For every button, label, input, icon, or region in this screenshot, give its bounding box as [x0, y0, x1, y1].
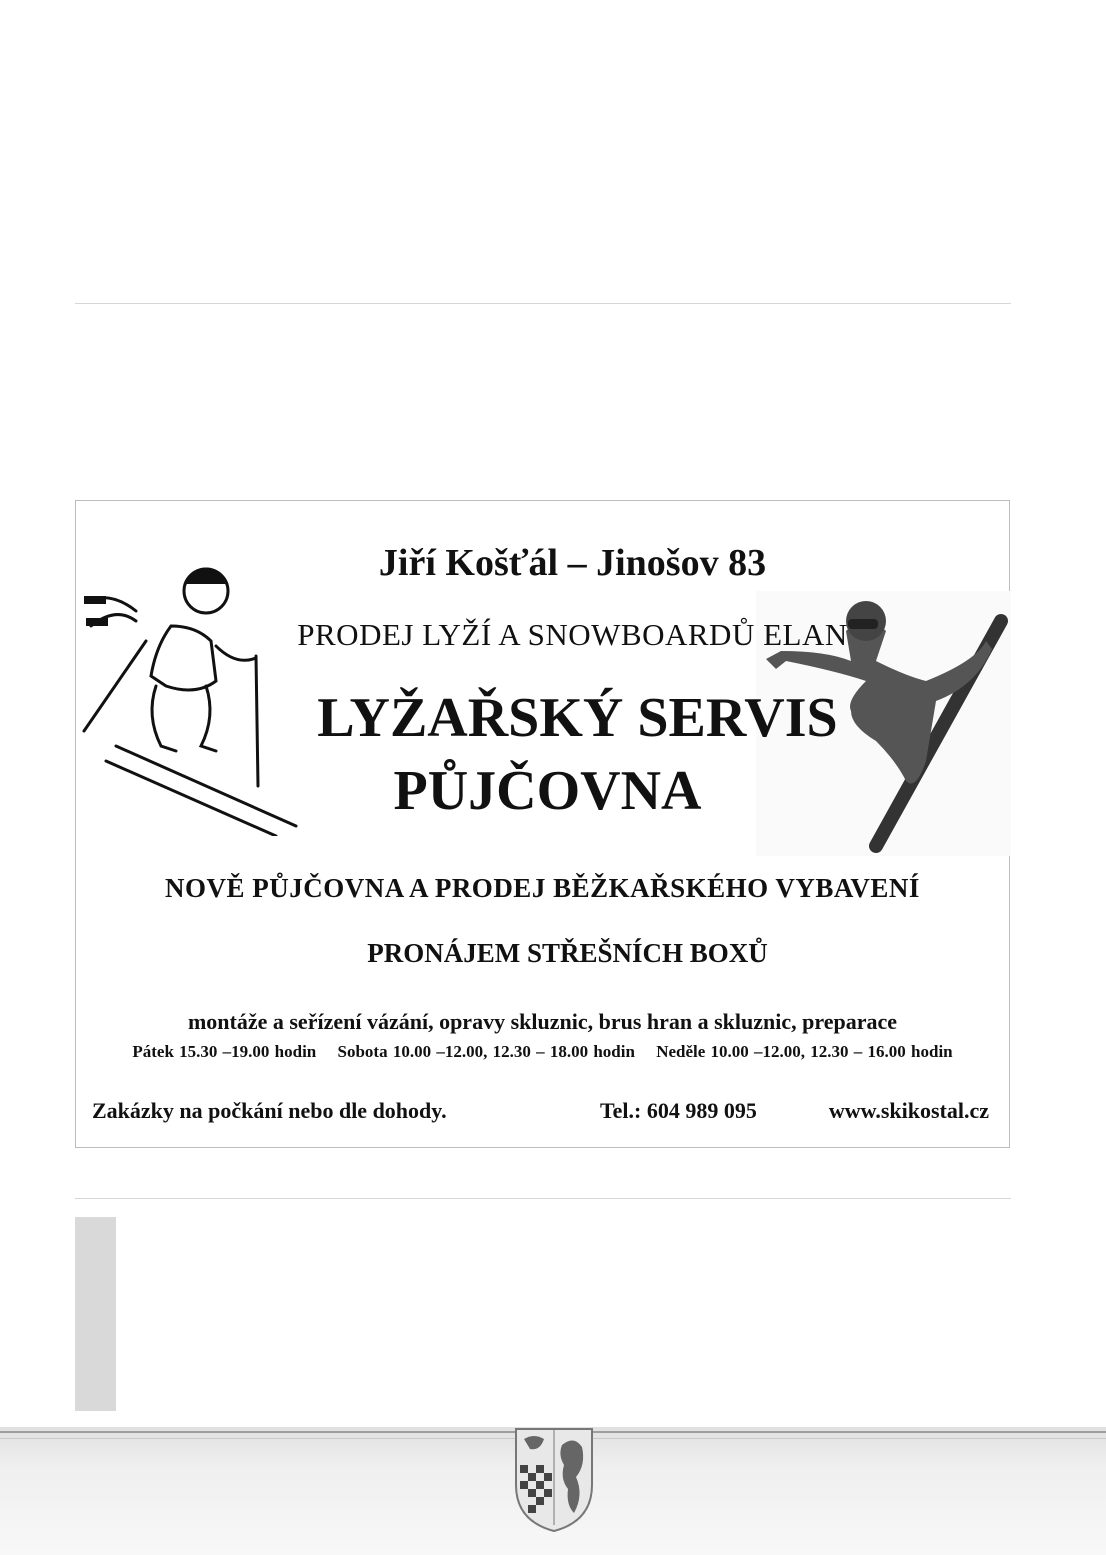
service-heading: LYŽAŘSKÝ SERVIS — [317, 687, 838, 749]
sales-line: PRODEJ LYŽÍ A SNOWBOARDŮ ELAN — [297, 617, 848, 652]
website-link[interactable]: www.skikostal.cz — [828, 1098, 989, 1123]
bottom-divider — [75, 1198, 1011, 1199]
services-list: montáže a seřízení vázání, opravy skluznic, brus hran a skluznic, preparace — [187, 1009, 898, 1034]
hours-friday: Pátek 15.30 –19.00 hodin — [132, 1042, 317, 1061]
coat-of-arms-icon — [510, 1425, 598, 1533]
top-divider — [75, 303, 1011, 304]
owner-name: Jiří Košťál – Jinošov 83 — [378, 542, 767, 584]
gray-side-block — [75, 1217, 116, 1411]
hours-saturday: Sobota 10.00 –12.00, 12.30 – 18.00 hodin — [337, 1042, 635, 1061]
advertisement — [75, 500, 1010, 1148]
rental-heading: PŮJČOVNA — [393, 760, 702, 822]
new-offer: NOVĚ PŮJČOVNA A PRODEJ BĚŽKAŘSKÉHO VYBAVENÍ — [165, 873, 920, 903]
roof-boxes: PRONÁJEM STŘEŠNÍCH BOXŮ — [367, 938, 768, 968]
orders-note: Zakázky na počkání nebo dle dohody. — [92, 1098, 447, 1123]
phone-number: Tel.: 604 989 095 — [600, 1098, 757, 1123]
hours-sunday: Neděle 10.00 –12.00, 12.30 – 16.00 hodin — [656, 1042, 953, 1061]
opening-hours — [76, 1042, 1009, 1062]
